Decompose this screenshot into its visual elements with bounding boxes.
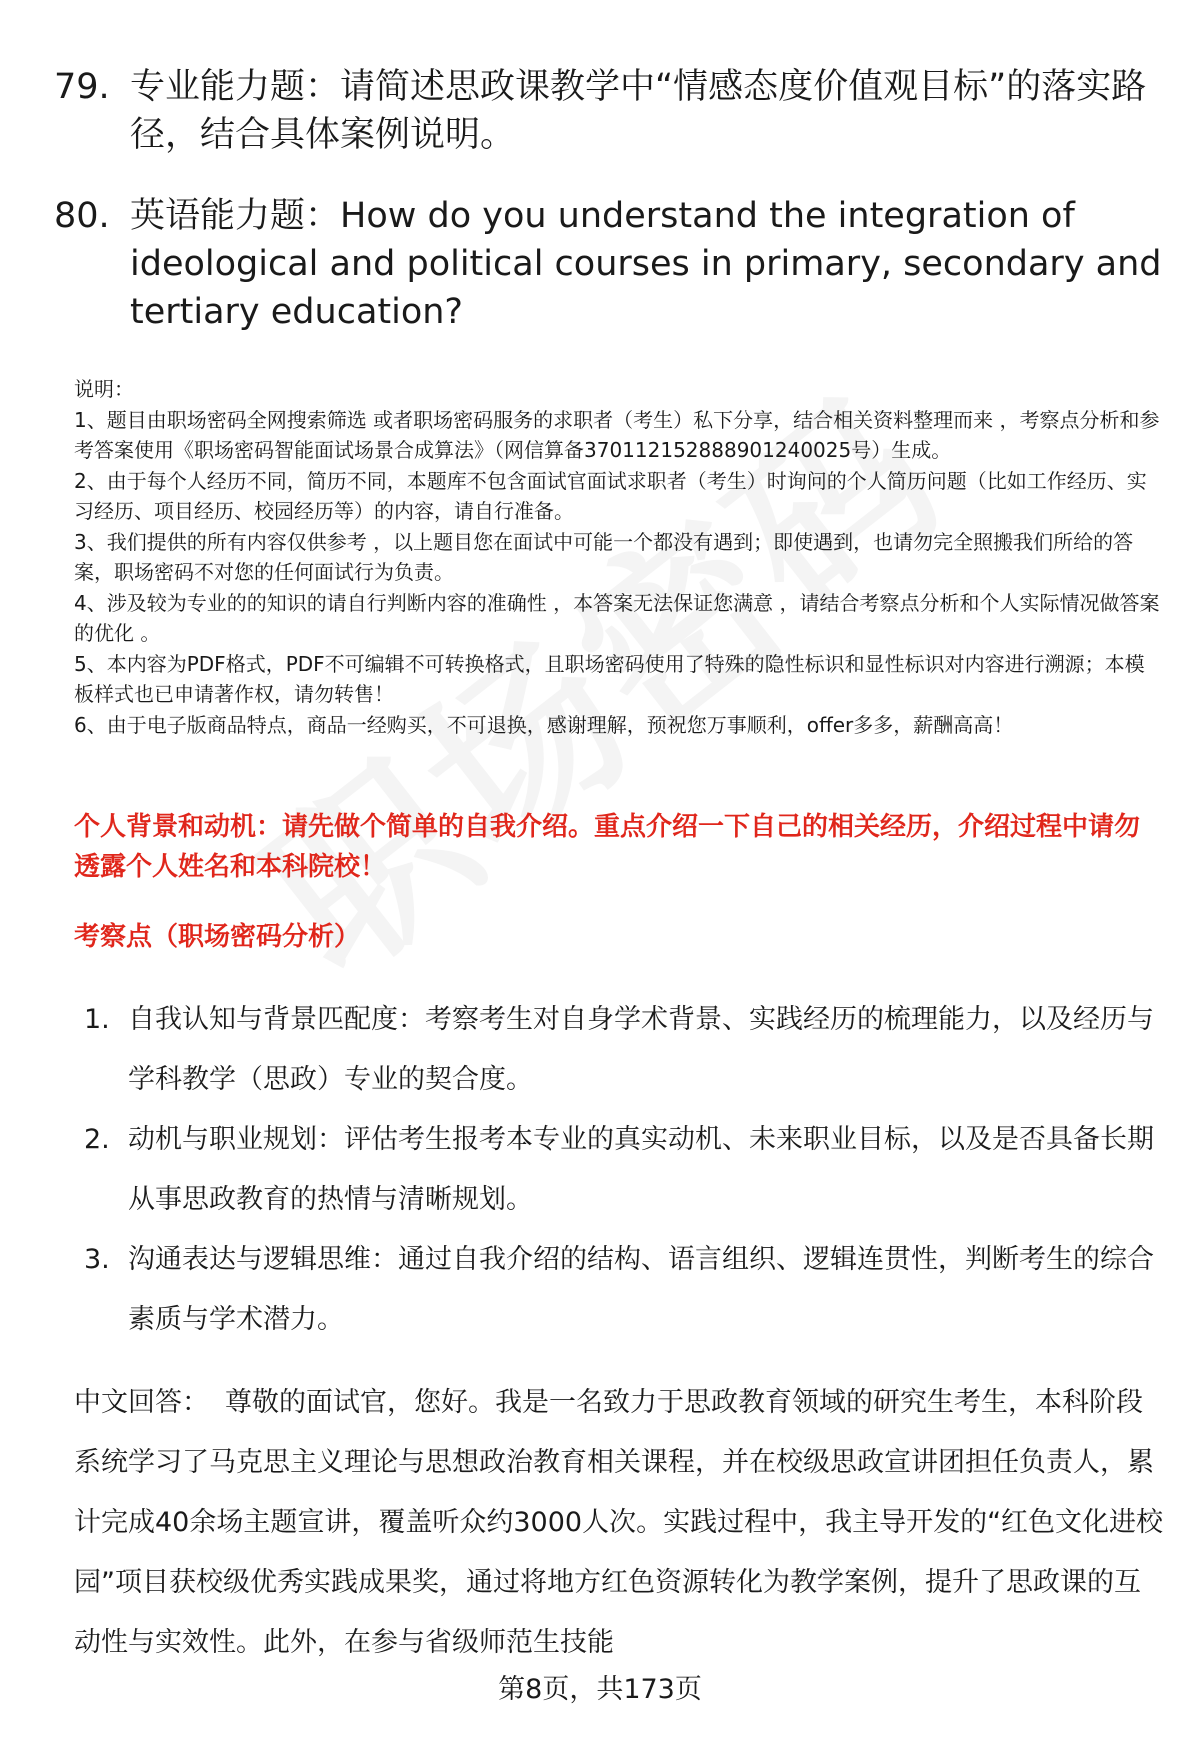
list-item-text: 动机与职业规划：评估考生报考本专业的真实动机、未来职业目标，以及是否具备长期从事思政教育的热情与清晰规划。 xyxy=(128,1124,1154,1215)
list-item xyxy=(84,1110,1164,1230)
note-item: 2、由于每个人经历不同，简历不同，本题库不包含面试官面试求职者（考生）时询问的个人简历问题（比如工作经历、实习经历、项目经历、校园经历等）的内容，请自行准备。 xyxy=(74,468,1147,523)
list-item-number: 3. xyxy=(84,1244,110,1275)
list-item-text: 沟通表达与逻辑思维：通过自我介绍的结构、语言组织、逻辑连贯性，判断考生的综合素质与学术潜力。 xyxy=(128,1244,1154,1335)
answer-text: 尊敬的面试官，您好。我是一名致力于思政教育领域的研究生考生，本科阶段系统学习了马克思主义理论与思想政治教育相关课程，并在校级思政宣讲团担任负责人，累计完成40余场主题宣讲，覆盖听众约3000人次。实践过程中，我主导开发的“红色文化进校园”项目获校级优秀实践成果奖，通过将地方红色资源转化为教学案例，提升了思政课的互动性与实效性。此外，在参与省级师范生技能 xyxy=(74,1387,1164,1658)
note-item: 4、涉及较为专业的的知识的请自行判断内容的准确性 ，本答案无法保证您满意 ，请结合考察点分析和个人实际情况做答案的优化 。 xyxy=(74,590,1160,645)
kaocha-heading: 考察点（职场密码分析） xyxy=(74,922,361,952)
notes-section xyxy=(74,374,1164,740)
note-item: 3、我们提供的所有内容仅供参考 ，以上题目您在面试中可能一个都没有遇到；即使遇到，也请勿完全照搬我们所给的答案，职场密码不对您的任何面试行为负责。 xyxy=(74,529,1134,584)
question-79 xyxy=(54,63,1164,159)
list-item xyxy=(84,1230,1164,1350)
list-item xyxy=(84,990,1164,1110)
note-item: 1、题目由职场密码全网搜索筛选 或者职场密码服务的求职者（考生）私下分享，结合相关资料整理而来 ，考察点分析和参考答案使用《职场密码智能面试场景合成算法》（网信算备370112152888901240025号）生成。 xyxy=(74,407,1160,462)
question-number: 79. xyxy=(54,67,110,107)
question-number: 80. xyxy=(54,196,110,236)
question-80 xyxy=(54,192,1164,336)
note-item: 6、由于电子版商品特点，商品一经购买，不可退换，感谢理解，预祝您万事顺利，offer多多，薪酬高高！ xyxy=(74,712,1014,737)
chinese-answer xyxy=(74,1373,1164,1673)
list-item-number: 2. xyxy=(84,1124,110,1155)
page-footer: 第8页，共173页 xyxy=(498,1674,702,1705)
list-item-number: 1. xyxy=(84,1004,110,1035)
list-item-text: 自我认知与背景匹配度：考察考生对自身学术背景、实践经历的梳理能力，以及经历与学科教学（思政）专业的契合度。 xyxy=(128,1004,1154,1095)
note-item: 5、本内容为PDF格式，PDF不可编辑不可转换格式，且职场密码使用了特殊的隐性标识和显性标识对内容进行溯源；本模板样式也已申请著作权，请勿转售！ xyxy=(74,651,1145,706)
answer-label: 中文回答： xyxy=(74,1387,209,1418)
background-heading: 个人背景和动机：请先做个简单的自我介绍。重点介绍一下自己的相关经历，介绍过程中请勿透露个人姓名和本科院校！ xyxy=(74,812,1141,882)
notes-title: 说明： xyxy=(74,377,134,401)
question-text: 专业能力题：请简述思政课教学中“情感态度价值观目标”的落实路径，结合具体案例说明。 xyxy=(130,67,1147,155)
question-text: 英语能力题：How do you understand the integration of ideological and political courses in primary, secondary and tertiary education? xyxy=(130,196,1162,332)
kaocha-points-list xyxy=(84,990,1164,1350)
